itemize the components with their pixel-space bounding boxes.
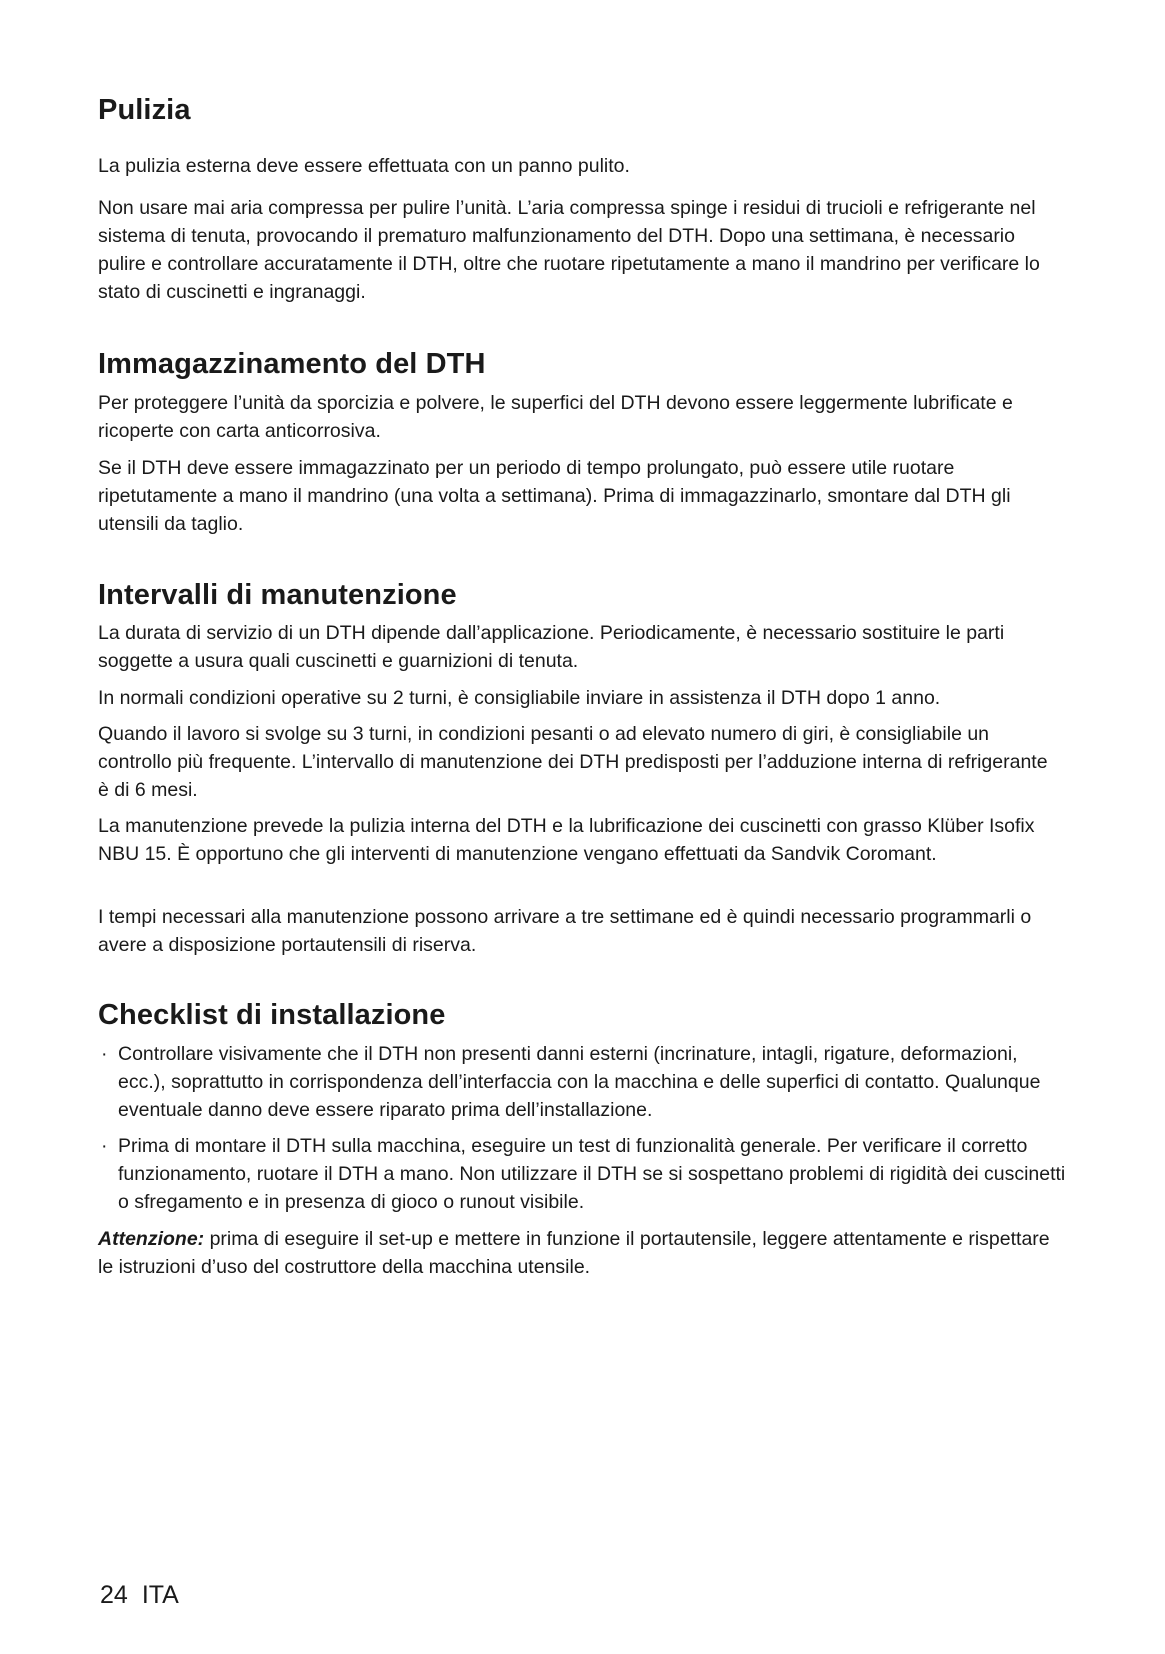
- paragraph-intervalli-2: In normali condizioni operative su 2 turni, è consigliabile inviare in assistenza il DTH dopo 1 anno.: [98, 687, 941, 709]
- paragraph-immagazzinamento-1: Per proteggere l’unità da sporcizia e polvere, le superfici del DTH devono essere leggermente lubrificate e ricoperte con carta anticorrosiva.: [98, 392, 1013, 442]
- paragraph-intervalli-1: La durata di servizio di un DTH dipende dall’applicazione. Periodicamente, è necessario sostituire le parti soggette a usura quali cuscinetti e guarnizioni di tenuta.: [98, 622, 1005, 672]
- checklist-item-text: Prima di montare il DTH sulla macchina, eseguire un test di funzionalità generale. Per verificare il corretto funzionamento, ruotare il DTH a mano. Non utilizzare il DTH se si sospettano problemi di rigidità dei cuscinetti o sfregamento e in presenza di gioco o runout visibile.: [118, 1135, 1066, 1213]
- page-footer: [100, 1580, 179, 1610]
- checklist-list: [98, 1040, 1068, 1224]
- paragraph-pulizia-1: La pulizia esterna deve essere effettuata con un panno pulito.: [98, 155, 630, 177]
- paragraph-intervalli-4: La manutenzione prevede la pulizia interna del DTH e la lubrificazione dei cuscinetti con grasso Klüber Isofix NBU 15. È opportuno che gli interventi di manutenzione vengano effettuati da Sandvik Coromant.: [98, 815, 1035, 865]
- bullet-icon: ·: [101, 1135, 108, 1157]
- checklist-item-text: Controllare visivamente che il DTH non presenti danni esterni (incrinature, intagli, rigature, deformazioni, ecc.), soprattutto in corrispondenza dell’interfaccia con la macchina e delle superfici di contatto. Qualunque eventuale danno deve essere riparato prima dell’installazione.: [118, 1043, 1041, 1121]
- checklist-item: [98, 1040, 1068, 1124]
- heading-checklist: Checklist di installazione: [98, 999, 446, 1031]
- paragraph-intervalli-3: Quando il lavoro si svolge su 3 turni, in condizioni pesanti o ad elevato numero di giri, è consigliabile un controllo più frequente. L’intervallo di manutenzione dei DTH predisposti per l’adduzione interna di refrigerante è di 6 mesi.: [98, 723, 1048, 801]
- heading-immagazzinamento: Immagazzinamento del DTH: [98, 348, 486, 380]
- paragraph-intervalli-5: I tempi necessari alla manutenzione possono arrivare a tre settimane ed è quindi necessario programmarli o avere a disposizione portautensili di riserva.: [98, 906, 1032, 956]
- checklist-item: [98, 1132, 1068, 1216]
- warning-note: [98, 1225, 1058, 1281]
- paragraph-immagazzinamento-2: Se il DTH deve essere immagazzinato per un periodo di tempo prolungato, può essere utile ruotare ripetutamente a mano il mandrino (una volta a settimana). Prima di immagazzinarlo, smontare dal DTH gli utensili da taglio.: [98, 457, 1011, 535]
- bullet-icon: ·: [101, 1043, 108, 1065]
- language-code: ITA: [141, 1581, 179, 1609]
- heading-intervalli: Intervalli di manutenzione: [98, 579, 457, 611]
- heading-pulizia: Pulizia: [98, 94, 191, 126]
- paragraph-pulizia-2: Non usare mai aria compressa per pulire l’unità. L’aria compressa spinge i residui di trucioli e refrigerante nel sistema di tenuta, provocando il prematuro malfunzionamento del DTH. Dopo una settimana, è necessario pulire e controllare accuratamente il DTH, oltre che ruotare ripetutamente a mano il mandrino per verificare lo stato di cuscinetti e ingranaggi.: [98, 197, 1040, 303]
- warning-text: prima di eseguire il set-up e mettere in funzione il portautensile, leggere attentamente e rispettare le istruzioni d’uso del costruttore della macchina utensile.: [98, 1228, 1050, 1278]
- warning-label: Attenzione:: [98, 1228, 205, 1250]
- page-number: 24: [100, 1581, 128, 1609]
